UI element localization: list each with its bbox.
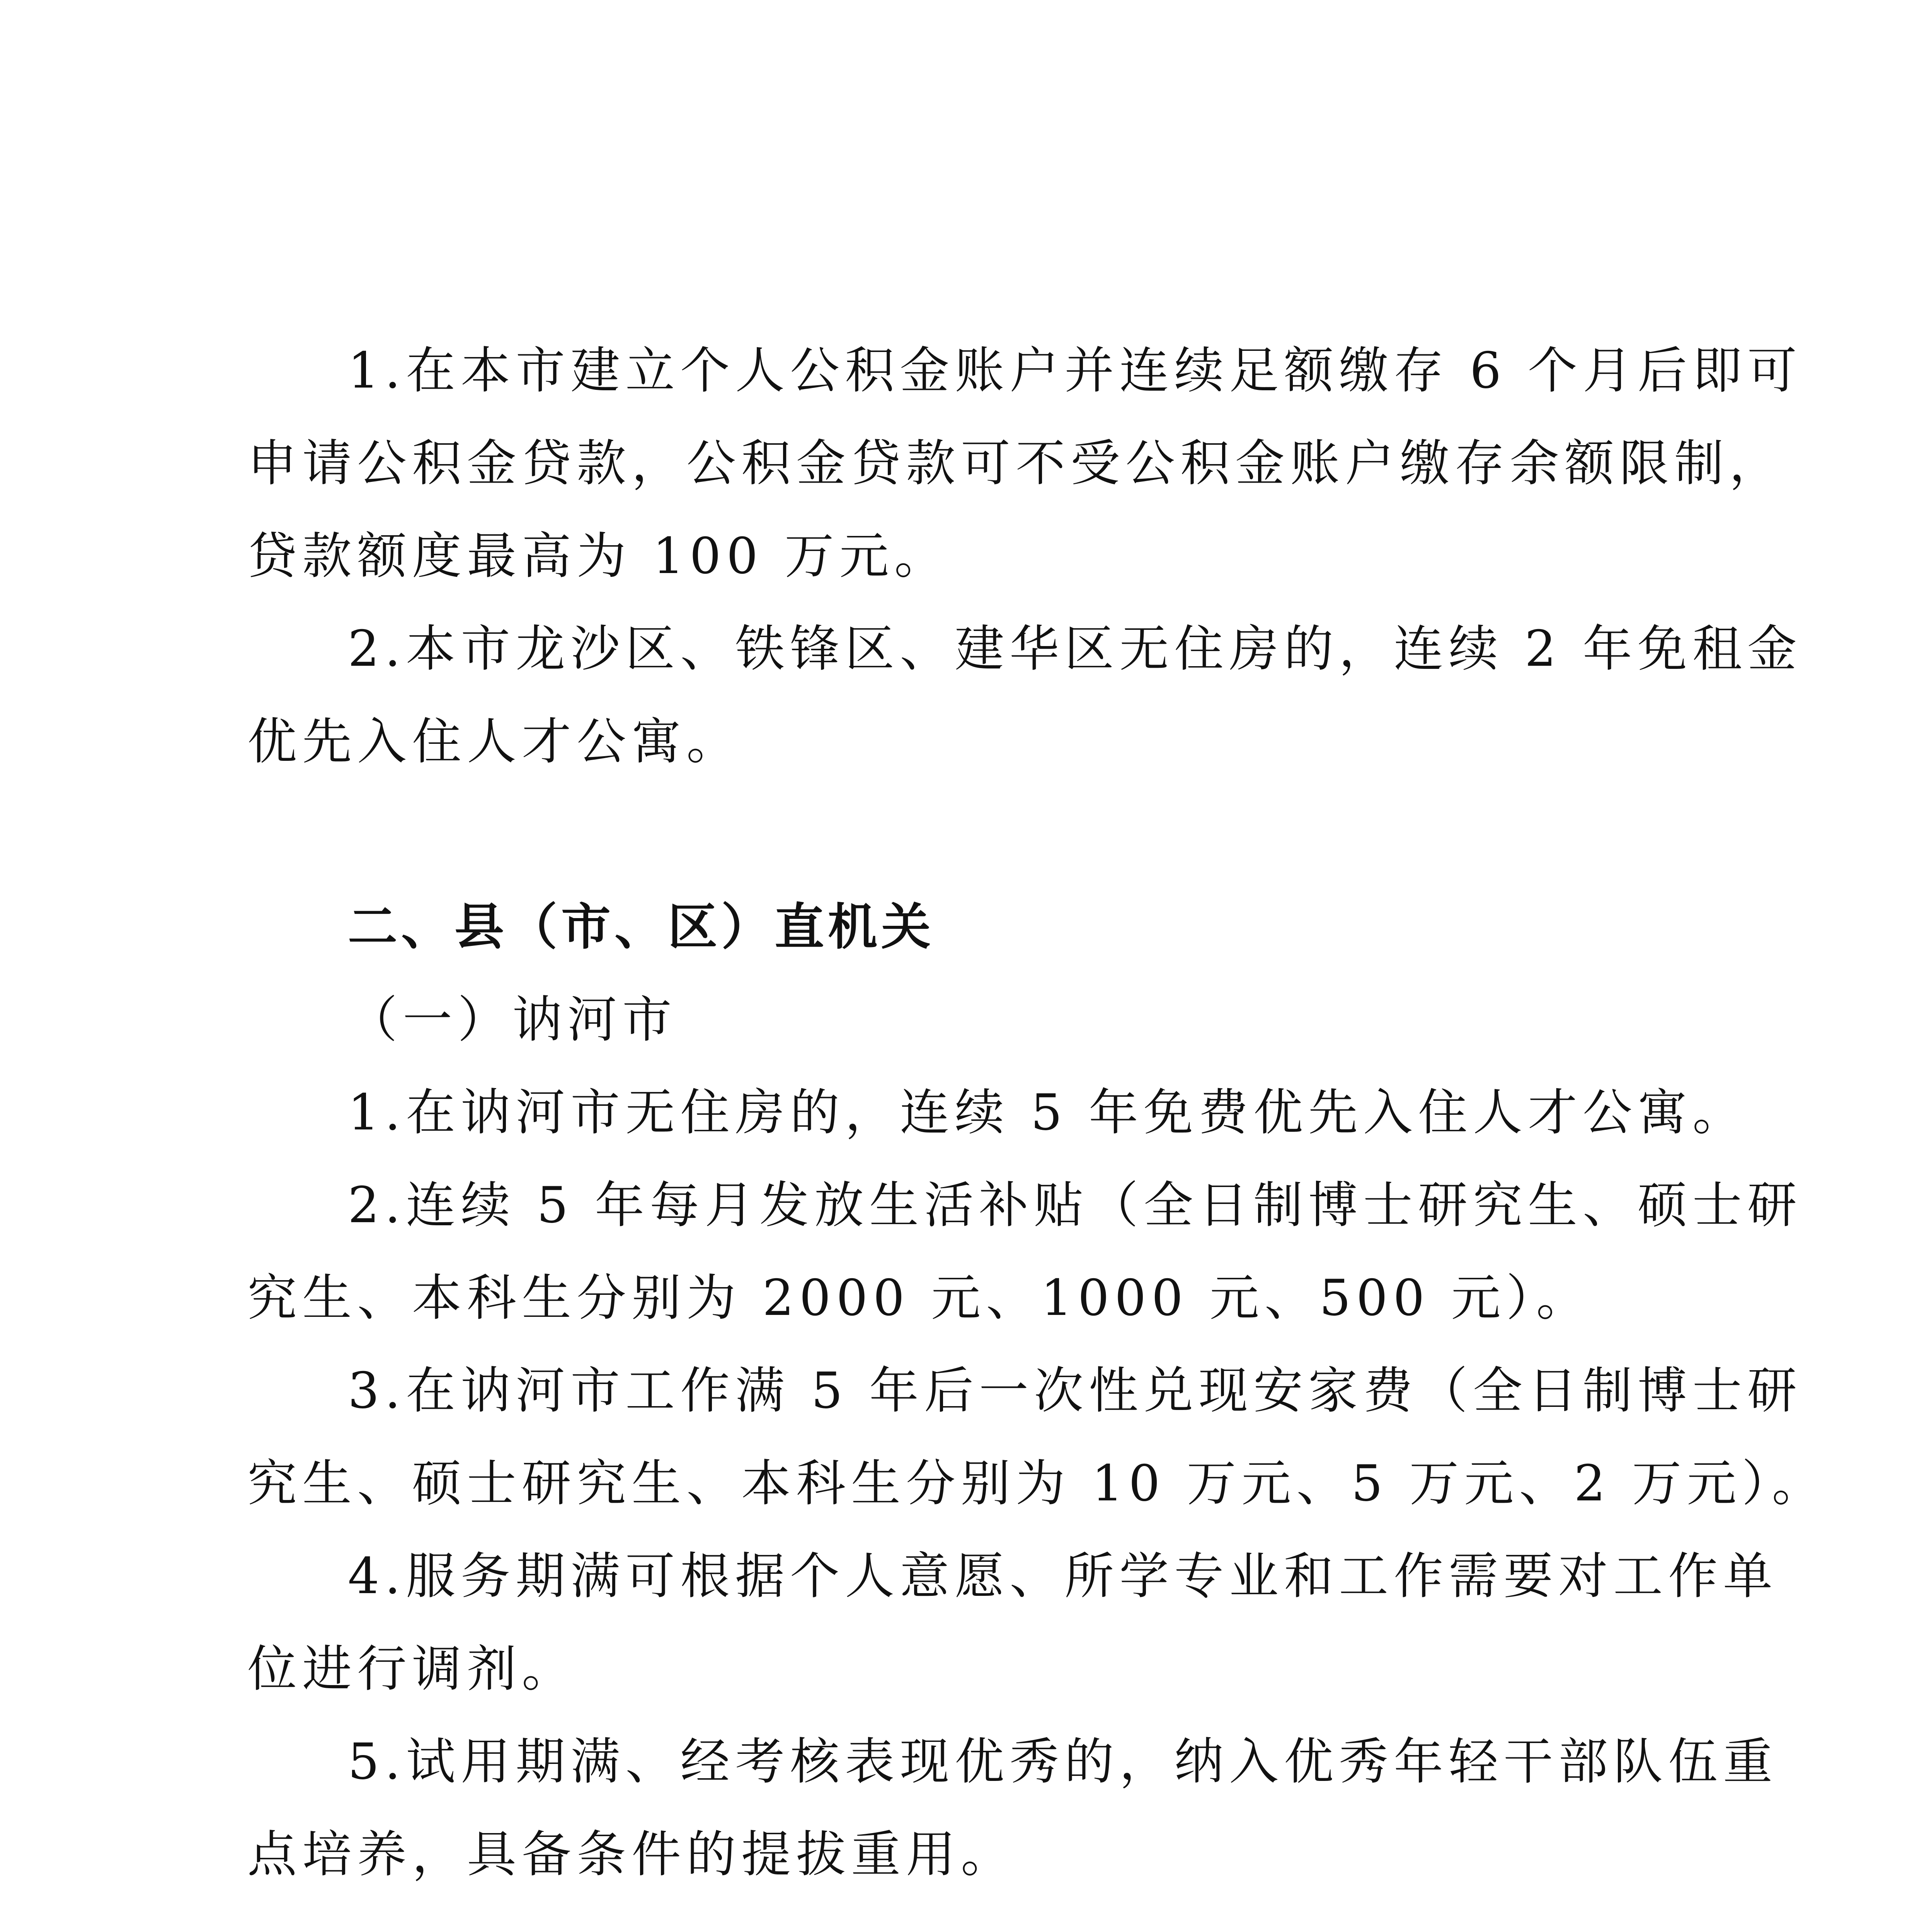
paragraph-line: 1.在讷河市无住房的，连续 5 年免费优先入住人才公寓。 bbox=[348, 1084, 1747, 1141]
paragraph-line: 3.在讷河市工作满 5 年后一次性兑现安家费（全日制博士研 bbox=[348, 1362, 1802, 1420]
paragraph-line: 优先入住人才公寓。 bbox=[247, 713, 742, 770]
paragraph-line: 4.服务期满可根据个人意愿、所学专业和工作需要对工作单 bbox=[348, 1548, 1778, 1605]
paragraph-line: 2.连续 5 年每月发放生活补贴（全日制博士研究生、硕士研 bbox=[348, 1177, 1802, 1234]
paragraph-line: 究生、硕士研究生、本科生分别为 10 万元、5 万元、2 万元）。 bbox=[247, 1455, 1827, 1512]
paragraph-line: 贷款额度最高为 100 万元。 bbox=[247, 527, 949, 585]
section-heading: 二、县（市、区）直机关 bbox=[348, 898, 935, 956]
paragraph-line: 5.试用期满、经考核表现优秀的，纳入优秀年轻干部队伍重 bbox=[348, 1733, 1778, 1791]
subsection-heading: （一）讷河市 bbox=[348, 991, 678, 1049]
paragraph-line: 究生、本科生分别为 2000 元、1000 元、500 元）。 bbox=[247, 1269, 1591, 1327]
paragraph-line: 申请公积金贷款，公积金贷款可不受公积金账户缴存余额限制， bbox=[247, 435, 1784, 492]
paragraph-line: 1.在本市建立个人公积金账户并连续足额缴存 6 个月后即可 bbox=[348, 342, 1802, 400]
paragraph-line: 2.本市龙沙区、铁锋区、建华区无住房的，连续 2 年免租金 bbox=[348, 620, 1802, 678]
paragraph-line: 点培养，具备条件的提拔重用。 bbox=[247, 1826, 1016, 1883]
paragraph-line: 位进行调剂。 bbox=[247, 1640, 577, 1698]
